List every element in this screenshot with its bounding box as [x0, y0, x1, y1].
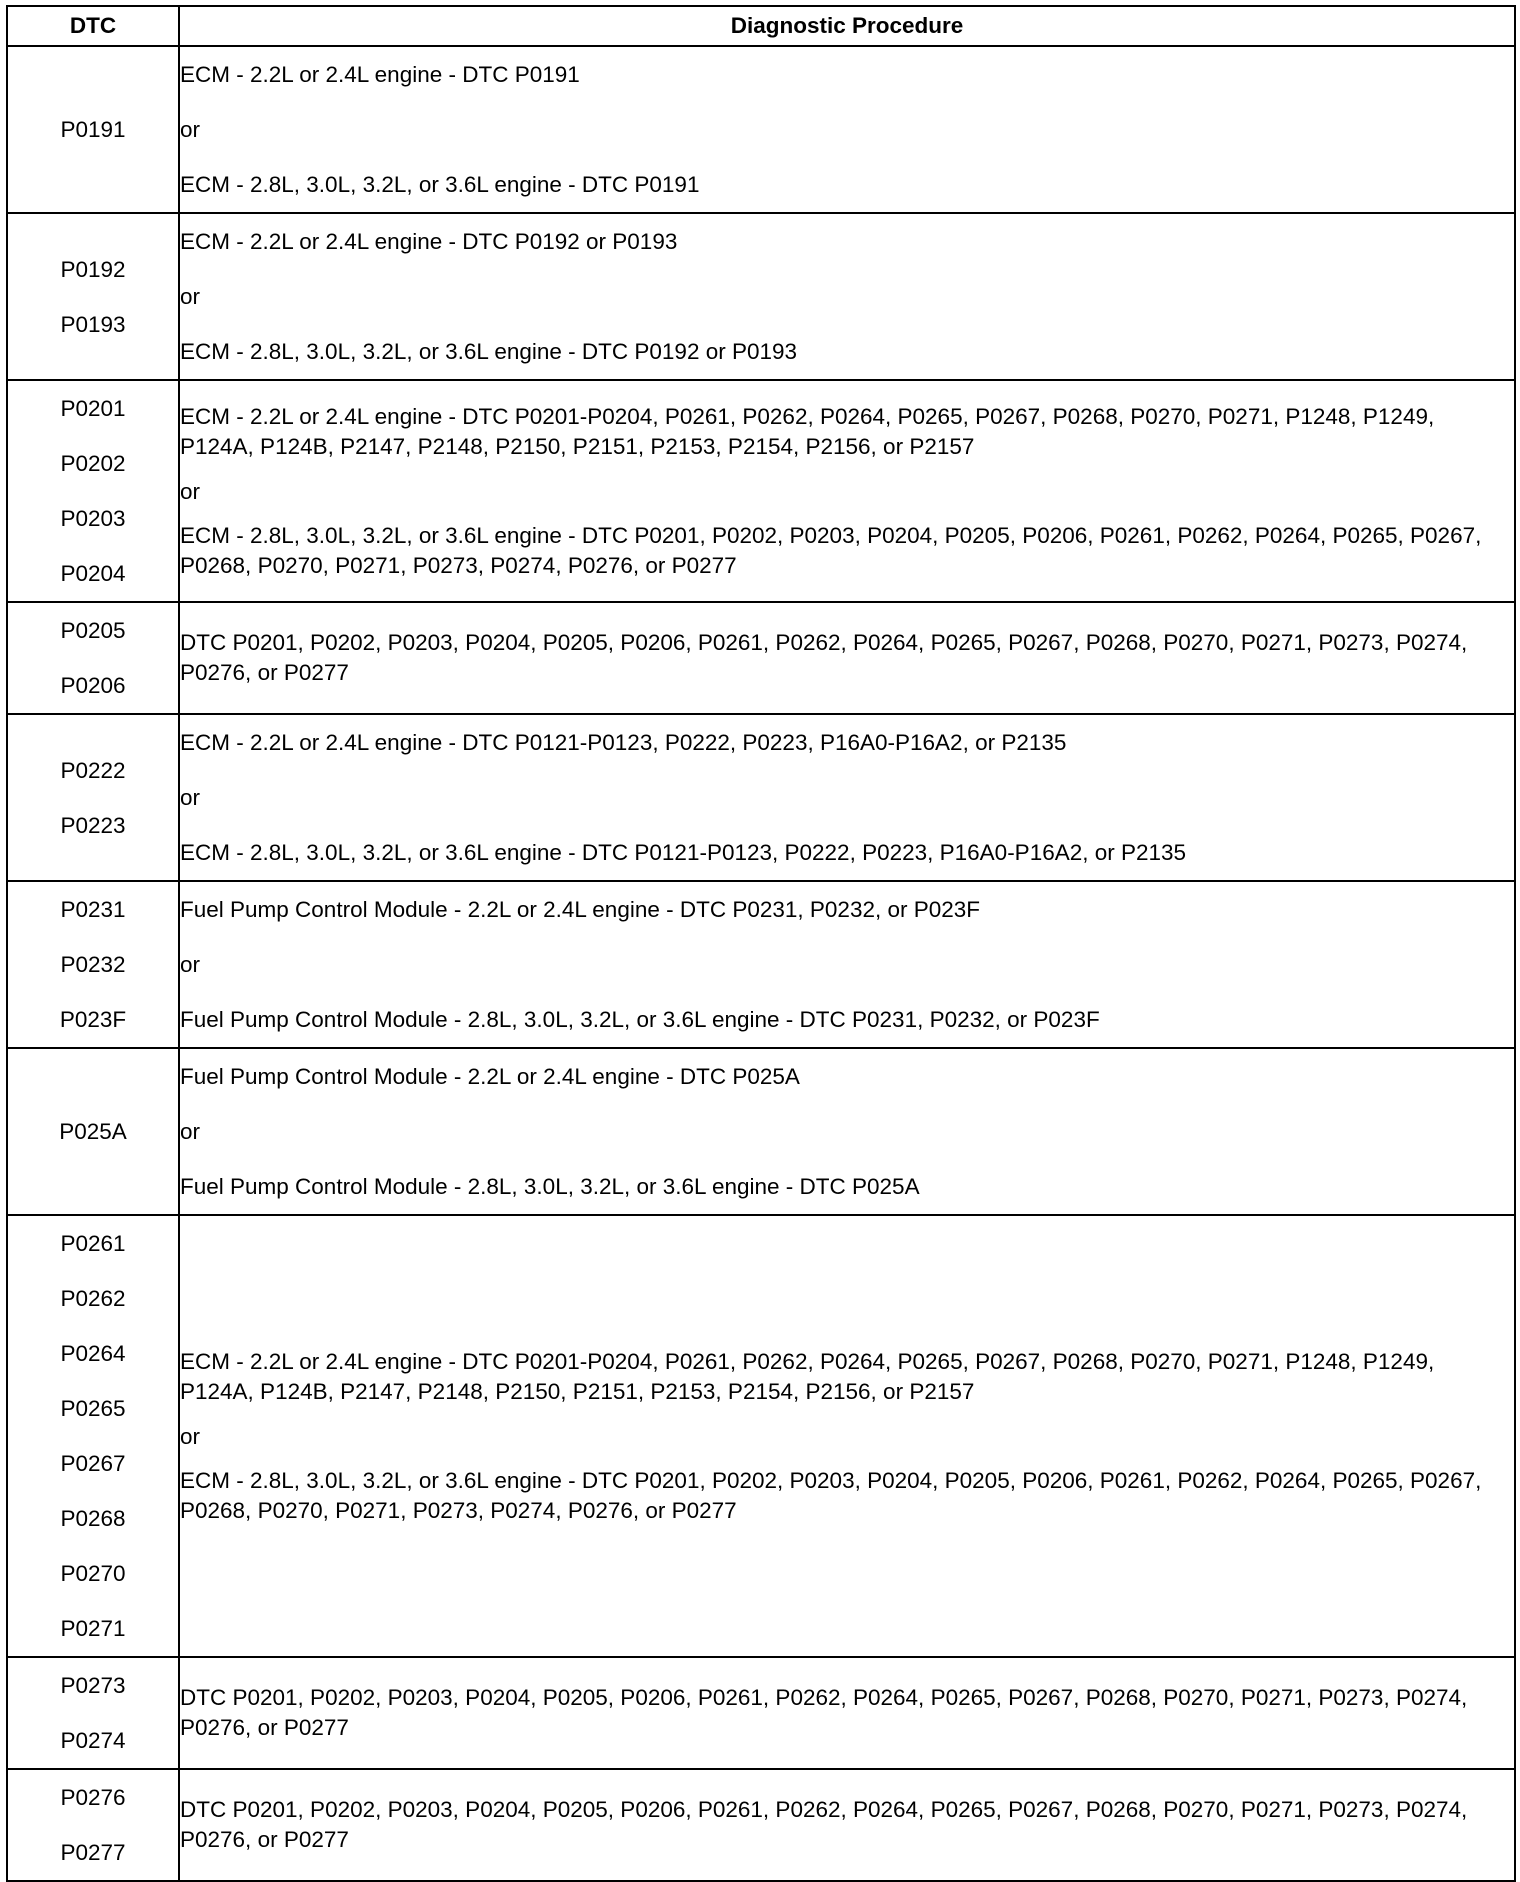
procedure-reference: ECM - 2.8L, 3.0L, 3.2L, or 3.6L engine - DTC P0191	[180, 172, 700, 197]
or-separator: or	[180, 284, 201, 309]
dtc-code-cell	[7, 714, 179, 881]
procedure-reference: Fuel Pump Control Module - 2.8L, 3.0L, 3.2L, or 3.6L engine - DTC P0231, P0232, or P023F	[180, 1007, 1100, 1032]
dtc-procedure-table	[6, 5, 1516, 1882]
dtc-code-cell	[7, 213, 179, 380]
dtc-code: P0262	[60, 1286, 126, 1311]
diagnostic-procedure-cell	[179, 1657, 1515, 1769]
dtc-code: P0265	[60, 1396, 126, 1421]
dtc-code-cell	[7, 380, 179, 602]
dtc-code: P0222	[60, 757, 126, 783]
dtc-code-cell	[7, 1769, 179, 1881]
table-row	[7, 1048, 1515, 1215]
procedure-reference: DTC P0201, P0202, P0203, P0204, P0205, P0206, P0261, P0262, P0264, P0265, P0267, P0268, P0270, P0271, P0273, P0274, P0276, or P0277	[180, 1685, 1468, 1740]
dtc-code-cell	[7, 881, 179, 1048]
dtc-code-cell	[7, 602, 179, 714]
procedure-reference: ECM - 2.8L, 3.0L, 3.2L, or 3.6L engine - DTC P0201, P0202, P0203, P0204, P0205, P0206, P0261, P0262, P0264, P0265, P0267, P0268, P0270, P0271, P0273, P0274, P0276, or P0277	[180, 522, 1482, 578]
or-separator: or	[180, 1119, 201, 1144]
table-row	[7, 46, 1515, 213]
diagnostic-procedure-cell	[179, 1769, 1515, 1881]
dtc-code: P0204	[60, 561, 126, 586]
diagnostic-procedure-cell	[179, 1048, 1515, 1215]
dtc-code: P0276	[60, 1785, 126, 1810]
diagnostic-procedure-cell	[179, 1215, 1515, 1657]
dtc-code: P0192	[60, 256, 126, 282]
procedure-reference: Fuel Pump Control Module - 2.8L, 3.0L, 3.2L, or 3.6L engine - DTC P025A	[180, 1174, 920, 1199]
table-row	[7, 714, 1515, 881]
procedure-reference: ECM - 2.2L or 2.4L engine - DTC P0121-P0123, P0222, P0223, P16A0-P16A2, or P2135	[180, 730, 1067, 755]
diagnostic-procedure-cell	[179, 881, 1515, 1048]
procedure-reference: ECM - 2.8L, 3.0L, 3.2L, or 3.6L engine - DTC P0201, P0202, P0203, P0204, P0205, P0206, P0261, P0262, P0264, P0265, P0267, P0268, P0270, P0271, P0273, P0274, P0276, or P0277	[180, 1467, 1482, 1523]
dtc-code: P025A	[59, 1119, 127, 1144]
diagnostic-procedure-cell	[179, 46, 1515, 213]
procedure-reference: DTC P0201, P0202, P0203, P0204, P0205, P0206, P0261, P0262, P0264, P0265, P0267, P0268, P0270, P0271, P0273, P0274, P0276, or P0277	[180, 1797, 1468, 1852]
procedure-reference: ECM - 2.2L or 2.4L engine - DTC P0191	[180, 62, 580, 87]
diagnostic-procedure-cell	[179, 380, 1515, 602]
dtc-document	[6, 5, 1514, 1882]
dtc-code: P0273	[60, 1673, 126, 1698]
or-separator: or	[180, 952, 201, 977]
dtc-code: P0268	[60, 1506, 126, 1531]
dtc-code: P0270	[60, 1561, 126, 1586]
or-separator: or	[180, 478, 201, 504]
table-header-row	[7, 6, 1515, 46]
table-row	[7, 602, 1515, 714]
procedure-reference: Fuel Pump Control Module - 2.2L or 2.4L engine - DTC P025A	[180, 1064, 800, 1089]
table-row	[7, 881, 1515, 1048]
dtc-code: P0202	[60, 451, 126, 476]
dtc-code: P0191	[60, 117, 126, 142]
dtc-code: P0231	[60, 897, 126, 922]
diagnostic-procedure-cell	[179, 602, 1515, 714]
dtc-code: P0205	[60, 618, 126, 643]
table-row	[7, 1769, 1515, 1881]
or-separator: or	[180, 785, 201, 810]
dtc-code-cell	[7, 46, 179, 213]
dtc-code: P0201	[60, 396, 126, 421]
procedure-reference: ECM - 2.2L or 2.4L engine - DTC P0192 or P0193	[180, 229, 678, 254]
or-separator: or	[180, 1423, 201, 1449]
dtc-code: P0271	[60, 1616, 126, 1641]
dtc-code: P0203	[60, 506, 126, 531]
diagnostic-procedure-cell	[179, 714, 1515, 881]
diagnostic-procedure-cell	[179, 213, 1515, 380]
dtc-code: P0223	[60, 812, 126, 838]
procedure-reference: ECM - 2.8L, 3.0L, 3.2L, or 3.6L engine - DTC P0121-P0123, P0222, P0223, P16A0-P16A2, or P2135	[180, 840, 1187, 865]
procedure-column-header: Diagnostic Procedure	[179, 6, 1515, 46]
procedure-reference: ECM - 2.8L, 3.0L, 3.2L, or 3.6L engine - DTC P0192 or P0193	[180, 339, 798, 364]
dtc-code-cell	[7, 1048, 179, 1215]
table-row	[7, 1215, 1515, 1657]
dtc-code: P0264	[60, 1341, 126, 1366]
dtc-code: P0232	[60, 952, 126, 977]
dtc-code: P023F	[59, 1007, 127, 1032]
dtc-code-cell	[7, 1215, 179, 1657]
table-row	[7, 380, 1515, 602]
or-separator: or	[180, 117, 201, 142]
dtc-code: P0206	[60, 673, 126, 698]
dtc-code: P0274	[60, 1728, 126, 1753]
procedure-reference: ECM - 2.2L or 2.4L engine - DTC P0201-P0204, P0261, P0262, P0264, P0265, P0267, P0268, P0270, P0271, P1248, P1249, P124A, P124B, P2147, P2148, P2150, P2151, P2153, P2154, P2156, or P2157	[180, 1348, 1435, 1404]
procedure-reference: Fuel Pump Control Module - 2.2L or 2.4L engine - DTC P0231, P0232, or P023F	[180, 897, 981, 922]
dtc-code: P0267	[60, 1451, 126, 1476]
table-row	[7, 213, 1515, 380]
procedure-reference: ECM - 2.2L or 2.4L engine - DTC P0201-P0204, P0261, P0262, P0264, P0265, P0267, P0268, P0270, P0271, P1248, P1249, P124A, P124B, P2147, P2148, P2150, P2151, P2153, P2154, P2156, or P2157	[180, 403, 1435, 459]
dtc-code: P0193	[60, 311, 126, 337]
table-body	[7, 46, 1515, 1881]
dtc-code: P0277	[60, 1840, 126, 1865]
dtc-code-cell	[7, 1657, 179, 1769]
table-row	[7, 1657, 1515, 1769]
dtc-code: P0261	[60, 1231, 126, 1256]
procedure-reference: DTC P0201, P0202, P0203, P0204, P0205, P0206, P0261, P0262, P0264, P0265, P0267, P0268, P0270, P0271, P0273, P0274, P0276, or P0277	[180, 630, 1468, 685]
dtc-column-header: DTC	[7, 6, 179, 46]
